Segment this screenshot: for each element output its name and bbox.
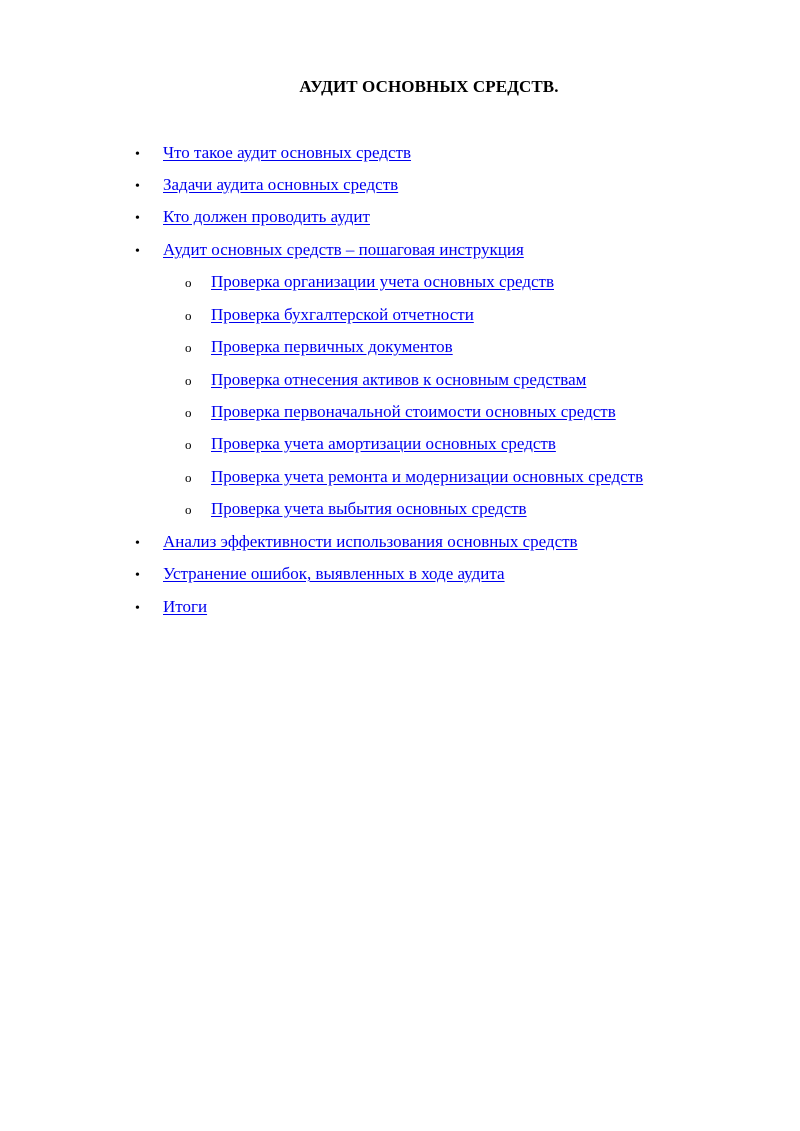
toc-link[interactable]: Проверка организации учета основных средств [211, 272, 554, 291]
circle-bullet-icon: o [185, 373, 192, 388]
toc-link[interactable]: Проверка учета выбытия основных средств [211, 499, 527, 518]
toc-item [135, 530, 578, 554]
toc-link[interactable]: Проверка бухгалтерской отчетности [211, 305, 474, 324]
circle-bullet-icon: o [185, 502, 192, 517]
toc-subitem [185, 270, 554, 294]
toc-link[interactable]: Что такое аудит основных средств [163, 143, 412, 162]
circle-bullet-icon: o [185, 308, 192, 323]
toc-item [135, 238, 524, 262]
circle-bullet-icon: o [185, 470, 192, 485]
bullet-icon: • [135, 211, 140, 226]
circle-bullet-icon: o [185, 405, 192, 420]
toc-link[interactable]: Аудит основных средств – пошаговая инструкция [163, 240, 524, 259]
circle-bullet-icon: o [185, 340, 192, 355]
bullet-icon: • [135, 568, 140, 583]
toc-item [135, 562, 505, 586]
toc-item [135, 595, 207, 619]
toc-subitem [185, 303, 474, 327]
bullet-icon: • [135, 244, 140, 259]
toc-subitem [185, 400, 616, 424]
toc-link[interactable]: Проверка первоначальной стоимости основных средств [211, 402, 616, 421]
toc-link[interactable]: Проверка первичных документов [211, 337, 453, 356]
toc-item [135, 173, 398, 197]
toc-link[interactable]: Устранение ошибок, выявленных в ходе аудита [163, 564, 505, 583]
document-title: АУДИТ ОСНОВНЫХ СРЕДСТВ. [299, 77, 559, 96]
toc-item [135, 141, 411, 165]
toc-link[interactable]: Проверка отнесения активов к основным средствам [211, 370, 587, 389]
toc-item [135, 205, 370, 229]
circle-bullet-icon: o [185, 437, 192, 452]
bullet-icon: • [135, 179, 140, 194]
toc-link[interactable]: Задачи аудита основных средств [163, 175, 399, 194]
bullet-icon: • [135, 601, 140, 616]
toc-link[interactable]: Анализ эффективности использования основных средств [163, 532, 578, 551]
toc-subitem [185, 432, 556, 456]
toc-link[interactable]: Проверка учета ремонта и модернизации основных средств [211, 467, 644, 486]
toc-link[interactable]: Проверка учета амортизации основных средств [211, 434, 556, 453]
toc-link[interactable]: Итоги [163, 597, 208, 616]
toc-subitem [185, 465, 643, 489]
toc-subitem [185, 497, 527, 521]
toc-subitem [185, 368, 586, 392]
toc-subitem [185, 335, 453, 359]
bullet-icon: • [135, 147, 140, 162]
toc-link[interactable]: Кто должен проводить аудит [163, 207, 370, 226]
circle-bullet-icon: o [185, 275, 192, 290]
bullet-icon: • [135, 536, 140, 551]
